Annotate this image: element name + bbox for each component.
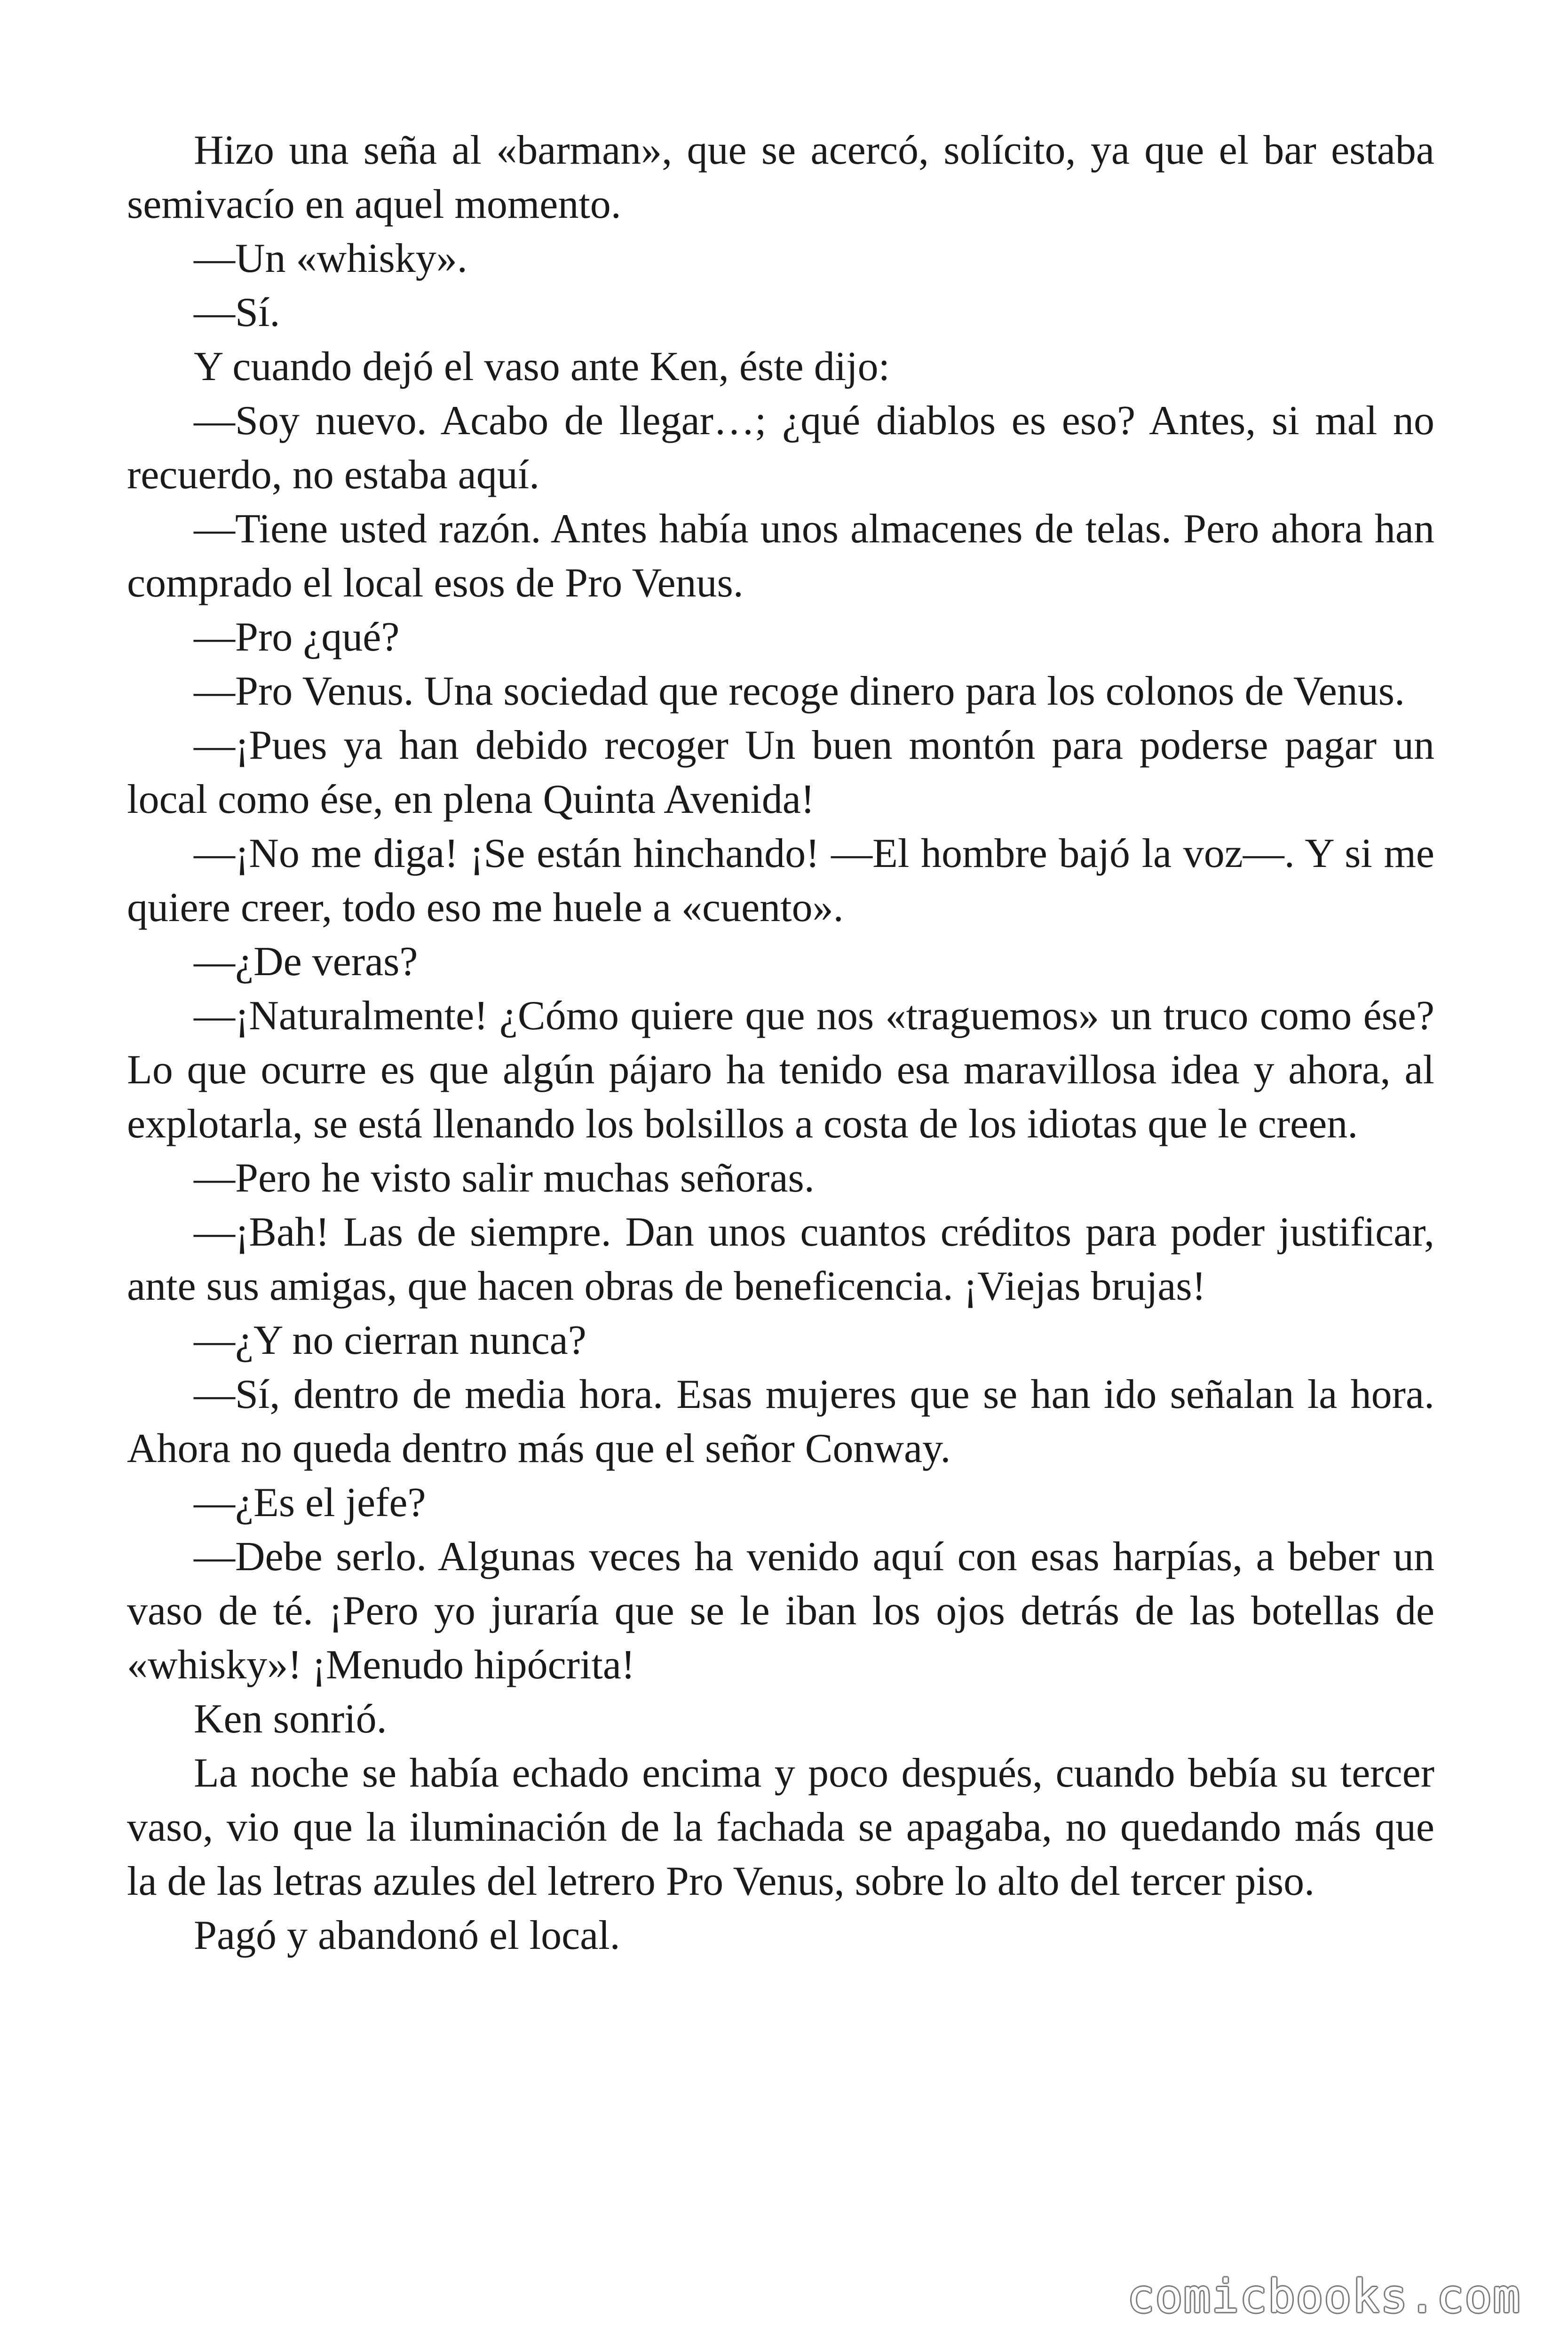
watermark: comicbooks.com — [1127, 2270, 1521, 2323]
paragraph: —Tiene usted razón. Antes había unos almacenes de telas. Pero ahora han comprado el local esos de Pro Venus. — [127, 506, 1434, 606]
page-text — [127, 123, 1434, 1963]
paragraph: Hizo una seña al «barman», que se acercó, solícito, ya que el bar estaba semivacío en aquel momento. — [127, 127, 1434, 227]
paragraph: Ken sonrió. — [194, 1696, 387, 1742]
paragraph: —Un «whisky». — [194, 236, 467, 281]
paragraph: —¿Es el jefe? — [194, 1480, 426, 1526]
paragraph: —Debe serlo. Algunas veces ha venido aquí con esas harpías, a beber un vaso de té. ¡Pero yo juraría que se le iban los ojos detrás de las botellas de «whisky»! ¡Menudo hipócrita! — [127, 1534, 1434, 1688]
paragraph: La noche se había echado encima y poco después, cuando bebía su tercer vaso, vio que la iluminación de la fachada se apagaba, no quedando más que la de las letras azules del letrero Pro Venus, sobre lo alto del tercer piso. — [127, 1750, 1434, 1904]
paragraph: Y cuando dejó el vaso ante Ken, éste dijo: — [194, 344, 890, 389]
paragraph: —Pro ¿qué? — [194, 614, 400, 660]
paragraph: —¡Naturalmente! ¿Cómo quiere que nos «traguemos» un truco como ése? Lo que ocurre es que algún pájaro ha tenido esa maravillosa idea y ahora, al explotarla, se está llenando los bolsillos a costa de los idiotas que le creen. — [127, 993, 1434, 1147]
paragraph: —¡No me diga! ¡Se están hinchando! —El hombre bajó la voz—. Y si me quiere creer, todo eso me huele a «cuento». — [127, 831, 1434, 930]
paragraph: —Soy nuevo. Acabo de llegar…; ¿qué diablos es eso? Antes, si mal no recuerdo, no estaba aquí. — [127, 398, 1434, 498]
paragraph: —¡Pues ya han debido recoger Un buen montón para poderse pagar un local como ése, en plena Quinta Avenida! — [127, 723, 1434, 822]
paragraph: —Pro Venus. Una sociedad que recoge dinero para los colonos de Venus. — [194, 668, 1405, 714]
paragraph: —¿Y no cierran nunca? — [194, 1318, 586, 1363]
paragraph: —¿De veras? — [194, 939, 418, 985]
paragraph: —Sí, dentro de media hora. Esas mujeres que se han ido señalan la hora. Ahora no queda dentro más que el señor Conway. — [127, 1372, 1434, 1471]
paragraph: —Sí. — [194, 290, 280, 335]
paragraph: Pagó y abandonó el local. — [194, 1913, 620, 1958]
paragraph: —¡Bah! Las de siempre. Dan unos cuantos créditos para poder justificar, ante sus amigas, que hacen obras de beneficencia. ¡Viejas brujas! — [127, 1209, 1434, 1309]
paragraph: —Pero he visto salir muchas señoras. — [194, 1155, 815, 1201]
